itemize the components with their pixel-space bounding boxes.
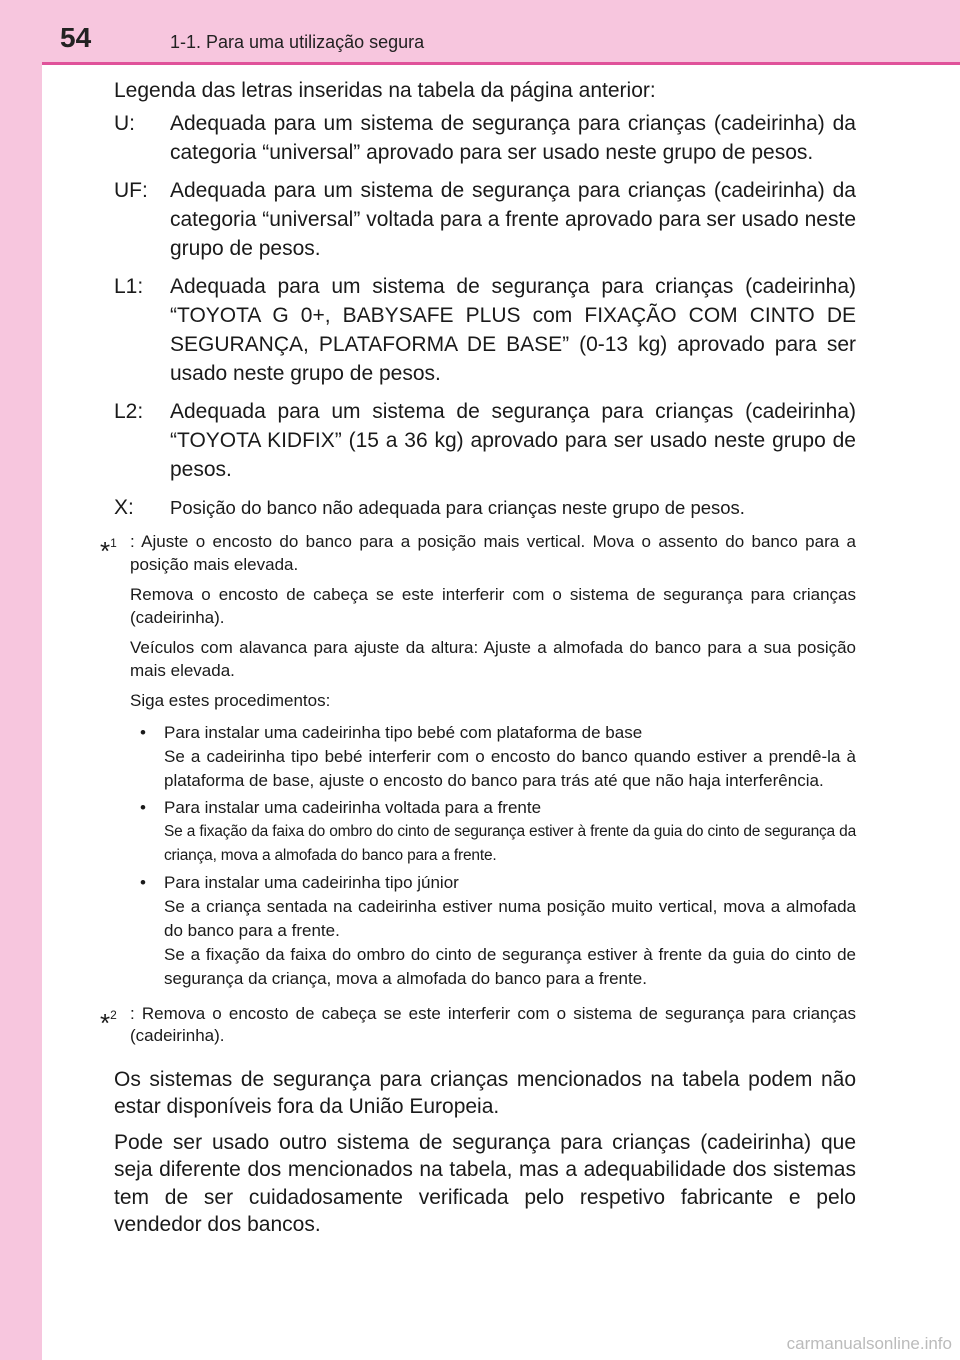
list-item-body (164, 796, 856, 868)
footnote-2 (100, 1003, 856, 1056)
list-item (130, 871, 856, 991)
legend-code: U: (114, 112, 135, 135)
legend-code: L1: (114, 275, 144, 298)
closing-paragraph: Pode ser usado outro sistema de segurança para crianças (cadeirinha) que seja diferente dos mencionados na tabela, mas a adequabilidade dos sistemas tem de ser cuidadosamente verificada pelo respetivo fabricante e pelo vendedor dos bancos. (114, 1130, 856, 1236)
list-item-text: Se a cadeirinha tipo bebé interferir com o encosto do banco quando estiver a prendê-la à plataforma de base, ajuste o encosto do banco para trás até que não haja interferência. (164, 746, 856, 790)
page-content (100, 76, 856, 1247)
asterisk-icon: * (100, 1007, 111, 1038)
footnote-1 (100, 531, 856, 997)
legend-intro: Legenda das letras inseridas na tabela da página anterior: (114, 79, 656, 102)
procedure-list (130, 721, 856, 991)
list-item-text: Se a fixação da faixa do ombro do cinto de segurança estiver à frente da guia do cinto de segurança da criança, mova a almofada do banco para a frente. (164, 822, 856, 864)
list-item-text-extra: Se a fixação da faixa do ombro do cinto de segurança estiver à frente da guia do cinto de segurança da criança, mova a almofada do banco para a frente. (164, 944, 856, 988)
list-item (130, 721, 856, 793)
list-item (130, 796, 856, 868)
section-title: 1-1. Para uma utilização segura (170, 32, 425, 52)
footnote-number: 1 (110, 536, 117, 550)
page-number: 54 (60, 22, 92, 53)
legend-list (114, 109, 856, 522)
footnote-2-marker (100, 1003, 130, 1056)
asterisk-icon: * (100, 536, 111, 566)
bullet-icon: • (140, 797, 146, 817)
legend-code: X: (114, 496, 134, 519)
list-item-body (164, 871, 856, 991)
legend-item-l1 (114, 272, 856, 388)
footnote-1-marker (100, 531, 130, 997)
bullet-icon: • (140, 872, 146, 892)
header-band (0, 0, 960, 64)
list-item-title: Para instalar uma cadeirinha tipo júnior (164, 872, 459, 892)
watermark: carmanualsonline.info (786, 1334, 952, 1353)
bullet-icon: • (140, 722, 146, 742)
legend-item-u (114, 109, 856, 167)
legend-description: Adequada para um sistema de segurança para crianças (cadeirinha) da categoria “universal” voltada para a frente aprovado para ser usado neste grupo de pesos. (170, 179, 856, 260)
footnote-paragraph: : Remova o encosto de cabeça se este interferir com o sistema de segurança para crianças (cadeirinha). (130, 1003, 856, 1045)
list-item-text: Se a criança sentada na cadeirinha estiver numa posição muito vertical, mova a almofada do banco para a frente. (164, 896, 856, 940)
closing-paragraph: Os sistemas de segurança para crianças mencionados na tabela podem não estar disponíveis fora da União Europeia. (114, 1067, 856, 1118)
footnote-paragraph: Veículos com alavanca para ajuste da altura: Ajuste a almofada do banco para a sua posição mais elevada. (130, 638, 856, 680)
footnote-number: 2 (110, 1007, 117, 1022)
legend-description: Adequada para um sistema de segurança para crianças (cadeirinha) “TOYOTA KIDFIX” (15 a 36 kg) aprovado para ser usado neste grupo de pesos. (170, 400, 856, 481)
legend-code: UF: (114, 179, 148, 202)
footnote-paragraph: Remova o encosto de cabeça se este interferir com o sistema de segurança para crianças (cadeirinha). (130, 585, 856, 627)
footnote-1-body (130, 531, 856, 997)
legend-description: Adequada para um sistema de segurança para crianças (cadeirinha) da categoria “universal” aprovado para ser usado neste grupo de pesos. (170, 112, 856, 164)
footnote-paragraph: : Ajuste o encosto do banco para a posição mais vertical. Mova o assento do banco para a posição mais elevada. (130, 532, 856, 574)
legend-item-x (114, 493, 856, 522)
legend-item-uf (114, 176, 856, 263)
legend-item-l2 (114, 397, 856, 484)
footnote-2-body (130, 1003, 856, 1056)
list-item-title: Para instalar uma cadeirinha voltada para a frente (164, 797, 542, 817)
footnote-paragraph: Siga estes procedimentos: (130, 691, 331, 710)
list-item-body (164, 721, 856, 793)
legend-code: L2: (114, 400, 144, 423)
header-rule (42, 62, 960, 65)
side-color-strip (0, 0, 42, 1360)
legend-description: Posição do banco não adequada para crianças neste grupo de pesos. (170, 497, 745, 518)
list-item-title: Para instalar uma cadeirinha tipo bebé com plataforma de base (164, 722, 643, 742)
closing-text (114, 1066, 856, 1239)
legend-description: Adequada para um sistema de segurança para crianças (cadeirinha) “TOYOTA G 0+, BABYSAFE PLUS com FIXAÇÃO COM CINTO DE SEGURANÇA, PLATAFORMA DE BASE” (0-13 kg) aprovado para ser usado neste grupo de pesos. (170, 275, 856, 385)
